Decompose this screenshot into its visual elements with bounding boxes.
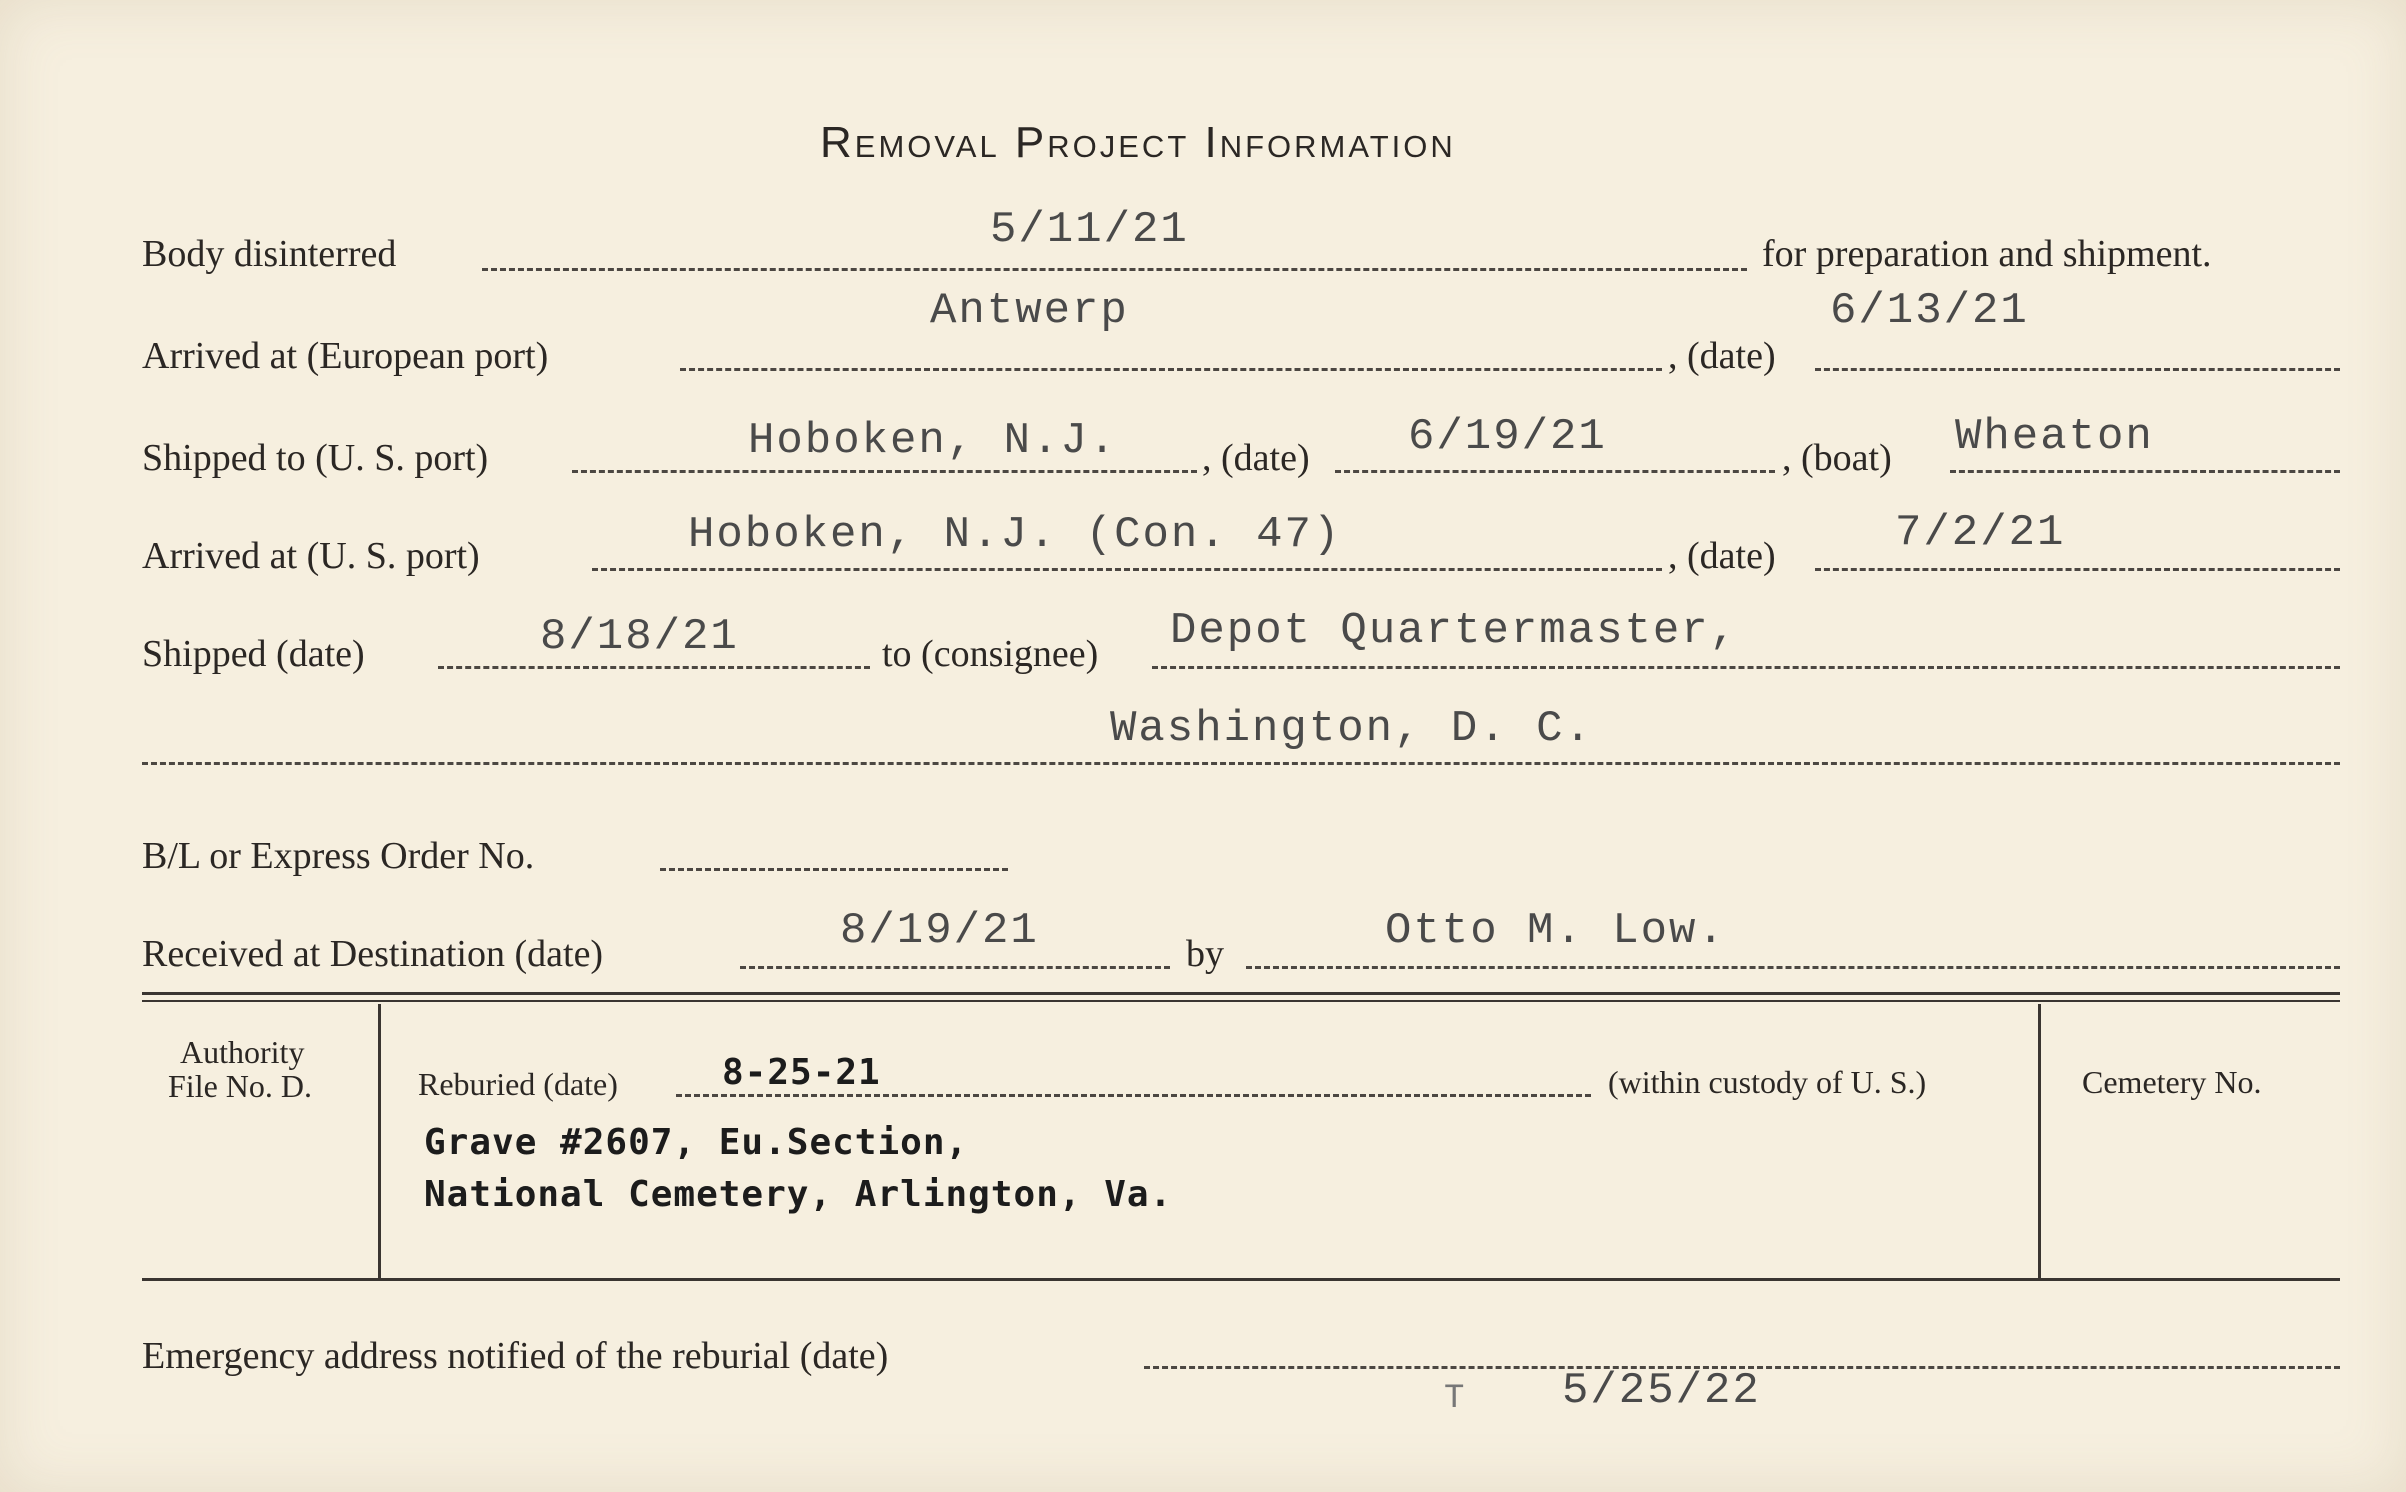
emergency-address-label: Emergency address notified of the reburial (date) [142,1335,889,1377]
shipped-date-value: 6/19/21 [1408,412,1607,462]
shipped-date-line [1335,470,1775,473]
boat-line [1950,470,2340,473]
body-disinterred-suffix: for preparation and shipment. [1762,233,2212,275]
body-disinterred-value: 5/11/21 [990,205,1189,255]
consignee-line [1152,666,2340,669]
authority-label: Authority [180,1034,305,1070]
body-disinterred-line [482,268,1747,271]
handwritten-initial: T [1444,1380,1467,1418]
received-destination-line [740,966,1170,969]
box-divider-right [2038,1004,2041,1278]
file-no-label: File No. D. [168,1068,312,1104]
custody-note: (within custody of U. S.) [1608,1064,1927,1100]
european-port-date-label: , (date) [1668,335,1776,377]
box-bottom-rule [142,1278,2340,1281]
boat-value: Wheaton [1955,412,2154,462]
arrived-us-port-line [592,568,1662,571]
reburied-value: 8-25-21 [722,1052,881,1093]
shipped-date-label: , (date) [1202,437,1310,479]
boat-label: , (boat) [1782,437,1892,479]
received-destination-value: 8/19/21 [840,906,1039,956]
european-port-line [680,368,1662,371]
box-top-rule-inner [142,1000,2340,1002]
bl-express-order-label: B/L or Express Order No. [142,835,535,877]
arrived-us-port-date-label: , (date) [1668,535,1776,577]
reburied-label: Reburied (date) [418,1066,618,1102]
consignee-label: to (consignee) [882,633,1099,675]
received-by-value: Otto M. Low. [1385,906,1726,956]
arrived-us-port-date-line [1815,568,2340,571]
shipped-value: 8/18/21 [540,612,739,662]
box-top-rule [142,992,2340,995]
cemetery-no-label: Cemetery No. [2082,1064,2262,1100]
arrived-us-port-date-value: 7/2/21 [1895,508,2066,558]
european-port-date-value: 6/13/21 [1830,286,2029,336]
reburied-line [676,1094,1591,1097]
shipped-label: Shipped (date) [142,633,365,675]
european-port-value: Antwerp [930,286,1129,336]
body-disinterred-label: Body disinterred [142,233,397,275]
consignee-value-line1: Depot Quartermaster, [1170,606,1739,656]
arrived-us-port-value: Hoboken, N.J. (Con. 47) [688,510,1342,560]
arrived-us-port-label: Arrived at (U. S. port) [142,535,480,577]
shipped-to-us-port-value: Hoboken, N.J. [748,416,1118,466]
european-port-date-line [1815,368,2340,371]
grave-line-2: National Cemetery, Arlington, Va. [424,1174,1173,1215]
emergency-address-value: 5/25/22 [1562,1366,1761,1416]
received-by-label: by [1186,933,1224,975]
received-by-line [1246,966,2340,969]
shipped-line [438,666,870,669]
received-destination-label: Received at Destination (date) [142,933,604,975]
box-divider-left [378,1004,381,1278]
grave-line-1: Grave #2607, Eu.Section, [424,1122,969,1163]
card-title: Removal Project Information [820,118,1456,167]
shipped-to-us-port-label: Shipped to (U. S. port) [142,437,489,479]
consignee-value-line2: Washington, D. C. [1110,704,1593,754]
european-port-label: Arrived at (European port) [142,335,549,377]
bl-express-order-line [660,868,1008,871]
shipped-to-us-port-line [572,470,1197,473]
consignee-line-2 [142,762,2340,765]
